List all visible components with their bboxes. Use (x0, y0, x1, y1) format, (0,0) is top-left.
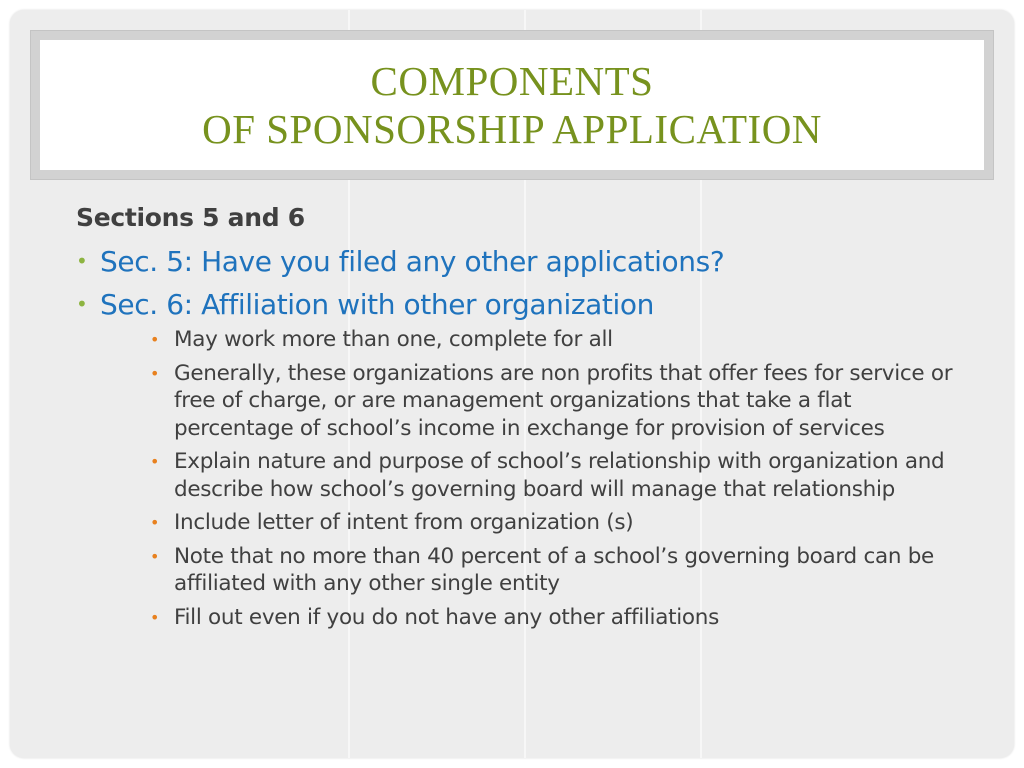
bullet-item-level2 (76, 543, 964, 598)
slide-title-line-2: OF SPONSORSHIP APPLICATION (202, 106, 822, 152)
bullet-item-level2 (76, 326, 964, 354)
bullet-text: Sec. 5: Have you filed any other applications? (100, 245, 725, 278)
orange-bullet-icon: • (150, 363, 160, 383)
green-bullet-icon: • (76, 292, 88, 316)
title-box (40, 40, 984, 170)
bullet-item-level1 (76, 240, 976, 283)
orange-bullet-icon: • (150, 607, 160, 627)
bullet-item-level2 (76, 360, 964, 443)
bullet-item-level2 (76, 509, 964, 537)
sub-bullet-text: Note that no more than 40 percent of a school’s governing board can be affiliated with any other single entity (174, 543, 934, 596)
slide-title-line-1: COMPONENTS (370, 58, 654, 104)
slide-content (76, 198, 976, 637)
sub-bullet-text: Explain nature and purpose of school’s relationship with organization and describe how school’s governing board will manage that relationship (174, 449, 945, 502)
title-frame (30, 30, 994, 180)
orange-bullet-icon: • (150, 330, 160, 349)
sub-bullet-text: Include letter of intent from organization (s) (174, 510, 634, 535)
section-heading: Sections 5 and 6 (76, 203, 305, 232)
sub-bullet-text: May work more than one, complete for all (174, 327, 613, 352)
sub-bullet-text: Generally, these organizations are non profits that offer fees for service or free of charge, or are management organizations that take a flat percentage of school’s income in exchange for provision of services (174, 360, 953, 441)
bullet-text: Sec. 6: Affiliation with other organization (100, 288, 654, 321)
bullet-item-level2 (76, 448, 964, 503)
orange-bullet-icon: • (150, 513, 160, 532)
sub-bullet-list (76, 326, 976, 631)
green-bullet-icon: • (76, 249, 88, 273)
sub-bullet-text: Fill out even if you do not have any other affiliations (174, 604, 719, 630)
orange-bullet-icon: • (150, 546, 160, 566)
bullet-item-level1 (76, 283, 976, 326)
bullet-item-level2 (76, 604, 964, 632)
slide (10, 10, 1014, 758)
orange-bullet-icon: • (150, 452, 160, 471)
